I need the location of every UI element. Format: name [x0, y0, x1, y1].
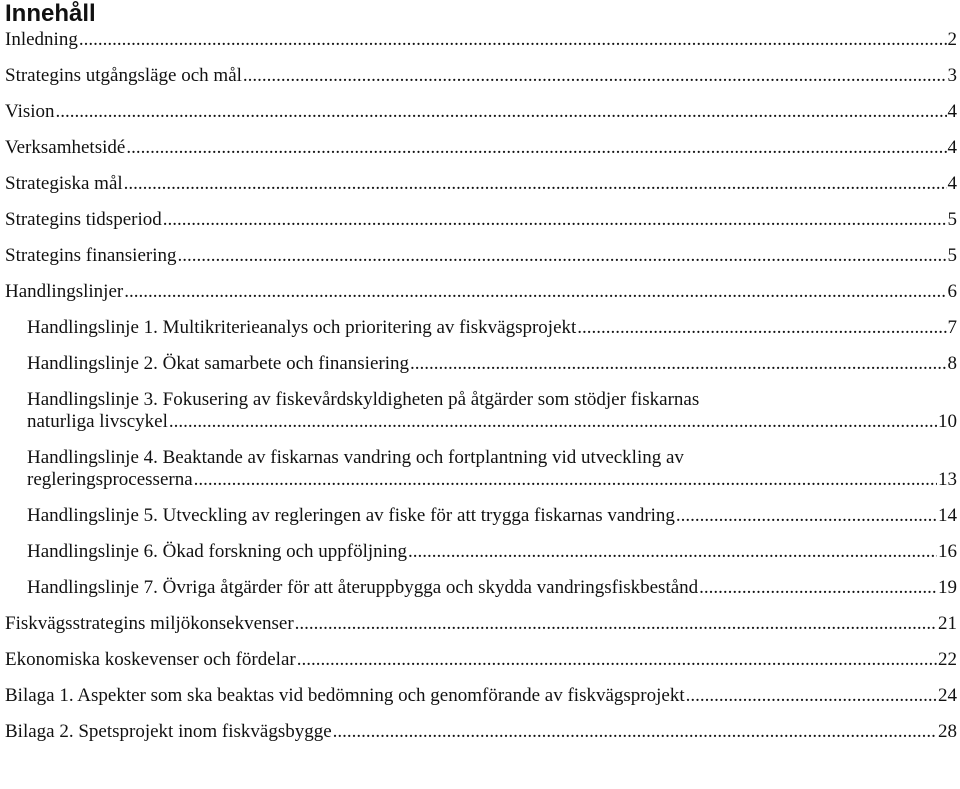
toc-entry[interactable]	[5, 721, 957, 743]
toc-entry-text: Fiskvägsstrategins miljökonsekvenser	[5, 613, 294, 634]
toc-entry-text: Verksamhetsidé	[5, 137, 126, 158]
dot-leader	[178, 245, 947, 267]
toc-entry[interactable]	[5, 577, 957, 599]
toc-entry-text: Handlingslinjer	[5, 281, 124, 302]
toc-page-number: 4	[947, 101, 957, 122]
toc-entry-text: Handlingslinje 6. Ökad forskning och uppföljning	[27, 541, 407, 562]
toc-entry-text: Bilaga 2. Spetsprojekt inom fiskvägsbygge	[5, 721, 332, 742]
toc-entry[interactable]	[5, 353, 957, 375]
dot-leader	[408, 541, 937, 563]
toc-entry[interactable]	[5, 447, 957, 491]
dot-leader	[194, 469, 937, 491]
toc-page-number: 7	[947, 317, 957, 338]
dot-leader	[297, 649, 937, 671]
dot-leader	[410, 353, 946, 375]
toc-entry[interactable]	[5, 389, 957, 433]
toc-page-number: 5	[947, 245, 957, 266]
dot-leader	[699, 577, 937, 599]
toc-list	[5, 29, 957, 743]
toc-page-number: 19	[938, 577, 957, 598]
toc-entry-text: Strategins utgångsläge och mål	[5, 65, 242, 86]
dot-leader	[169, 411, 937, 433]
toc-page-number: 13	[938, 469, 957, 490]
toc-entry-text-continued: regleringsprocesserna	[27, 469, 193, 490]
dot-leader	[243, 65, 947, 87]
toc-page-number: 4	[947, 173, 957, 194]
dot-leader	[295, 613, 937, 635]
toc-entry[interactable]	[5, 685, 957, 707]
toc-page-number: 24	[938, 685, 957, 706]
table-of-contents	[5, 0, 957, 757]
toc-page-number: 28	[938, 721, 957, 742]
dot-leader	[126, 137, 946, 159]
toc-entry[interactable]	[5, 505, 957, 527]
dot-leader	[333, 721, 937, 743]
toc-page-number: 3	[947, 65, 957, 86]
toc-entry-text: Vision	[5, 101, 55, 122]
toc-entry[interactable]	[5, 281, 957, 303]
toc-entry[interactable]	[5, 245, 957, 267]
dot-leader	[163, 209, 947, 231]
toc-entry[interactable]	[5, 137, 957, 159]
toc-entry-text: Handlingslinje 3. Fokusering av fiskevårdskyldigheten på åtgärder som stödjer fiskarnas	[27, 389, 700, 410]
toc-page-number: 16	[938, 541, 957, 562]
toc-entry[interactable]	[5, 65, 957, 87]
toc-entry[interactable]	[5, 541, 957, 563]
toc-entry-text: Handlingslinje 4. Beaktande av fiskarnas vandring och fortplantning vid utveckling av	[27, 447, 684, 468]
toc-entry-text: Ekonomiska koskevenser och fördelar	[5, 649, 296, 670]
toc-entry[interactable]	[5, 101, 957, 123]
toc-page-number: 4	[947, 137, 957, 158]
dot-leader	[124, 281, 946, 303]
toc-entry-text-continued: naturliga livscykel	[27, 411, 168, 432]
toc-entry-text: Handlingslinje 1. Multikriterieanalys och prioritering av fiskvägsprojekt	[27, 317, 577, 338]
toc-entry-text: Handlingslinje 5. Utveckling av regleringen av fiske för att trygga fiskarnas vandring	[27, 505, 675, 526]
toc-entry[interactable]	[5, 649, 957, 671]
dot-leader	[577, 317, 946, 339]
toc-entry[interactable]	[5, 173, 957, 195]
toc-title: Innehåll	[5, 0, 96, 27]
toc-page-number: 8	[947, 353, 957, 374]
toc-page-number: 10	[938, 411, 957, 432]
toc-page-number: 2	[947, 29, 957, 50]
toc-page-number: 14	[938, 505, 957, 526]
dot-leader	[686, 685, 937, 707]
toc-entry-text: Handlingslinje 7. Övriga åtgärder för att återuppbygga och skydda vandringsfiskbestånd	[27, 577, 699, 598]
toc-entry[interactable]	[5, 209, 957, 231]
toc-entry[interactable]	[5, 613, 957, 635]
toc-entry-text: Handlingslinje 2. Ökat samarbete och finansiering	[27, 353, 410, 374]
toc-entry-text: Strategiska mål	[5, 173, 123, 194]
toc-entry-text: Strategins tidsperiod	[5, 209, 162, 230]
toc-page-number: 5	[947, 209, 957, 230]
toc-page-number: 21	[938, 613, 957, 634]
toc-page-number: 22	[938, 649, 957, 670]
dot-leader	[124, 173, 947, 195]
toc-entry-text: Inledning	[5, 29, 78, 50]
dot-leader	[56, 101, 947, 123]
toc-entry[interactable]	[5, 29, 957, 51]
toc-entry[interactable]	[5, 317, 957, 339]
toc-entry-text: Strategins finansiering	[5, 245, 177, 266]
toc-entry-text: Bilaga 1. Aspekter som ska beaktas vid bedömning och genomförande av fiskvägsprojekt	[5, 685, 685, 706]
dot-leader	[79, 29, 947, 51]
toc-page-number: 6	[947, 281, 957, 302]
dot-leader	[676, 505, 937, 527]
